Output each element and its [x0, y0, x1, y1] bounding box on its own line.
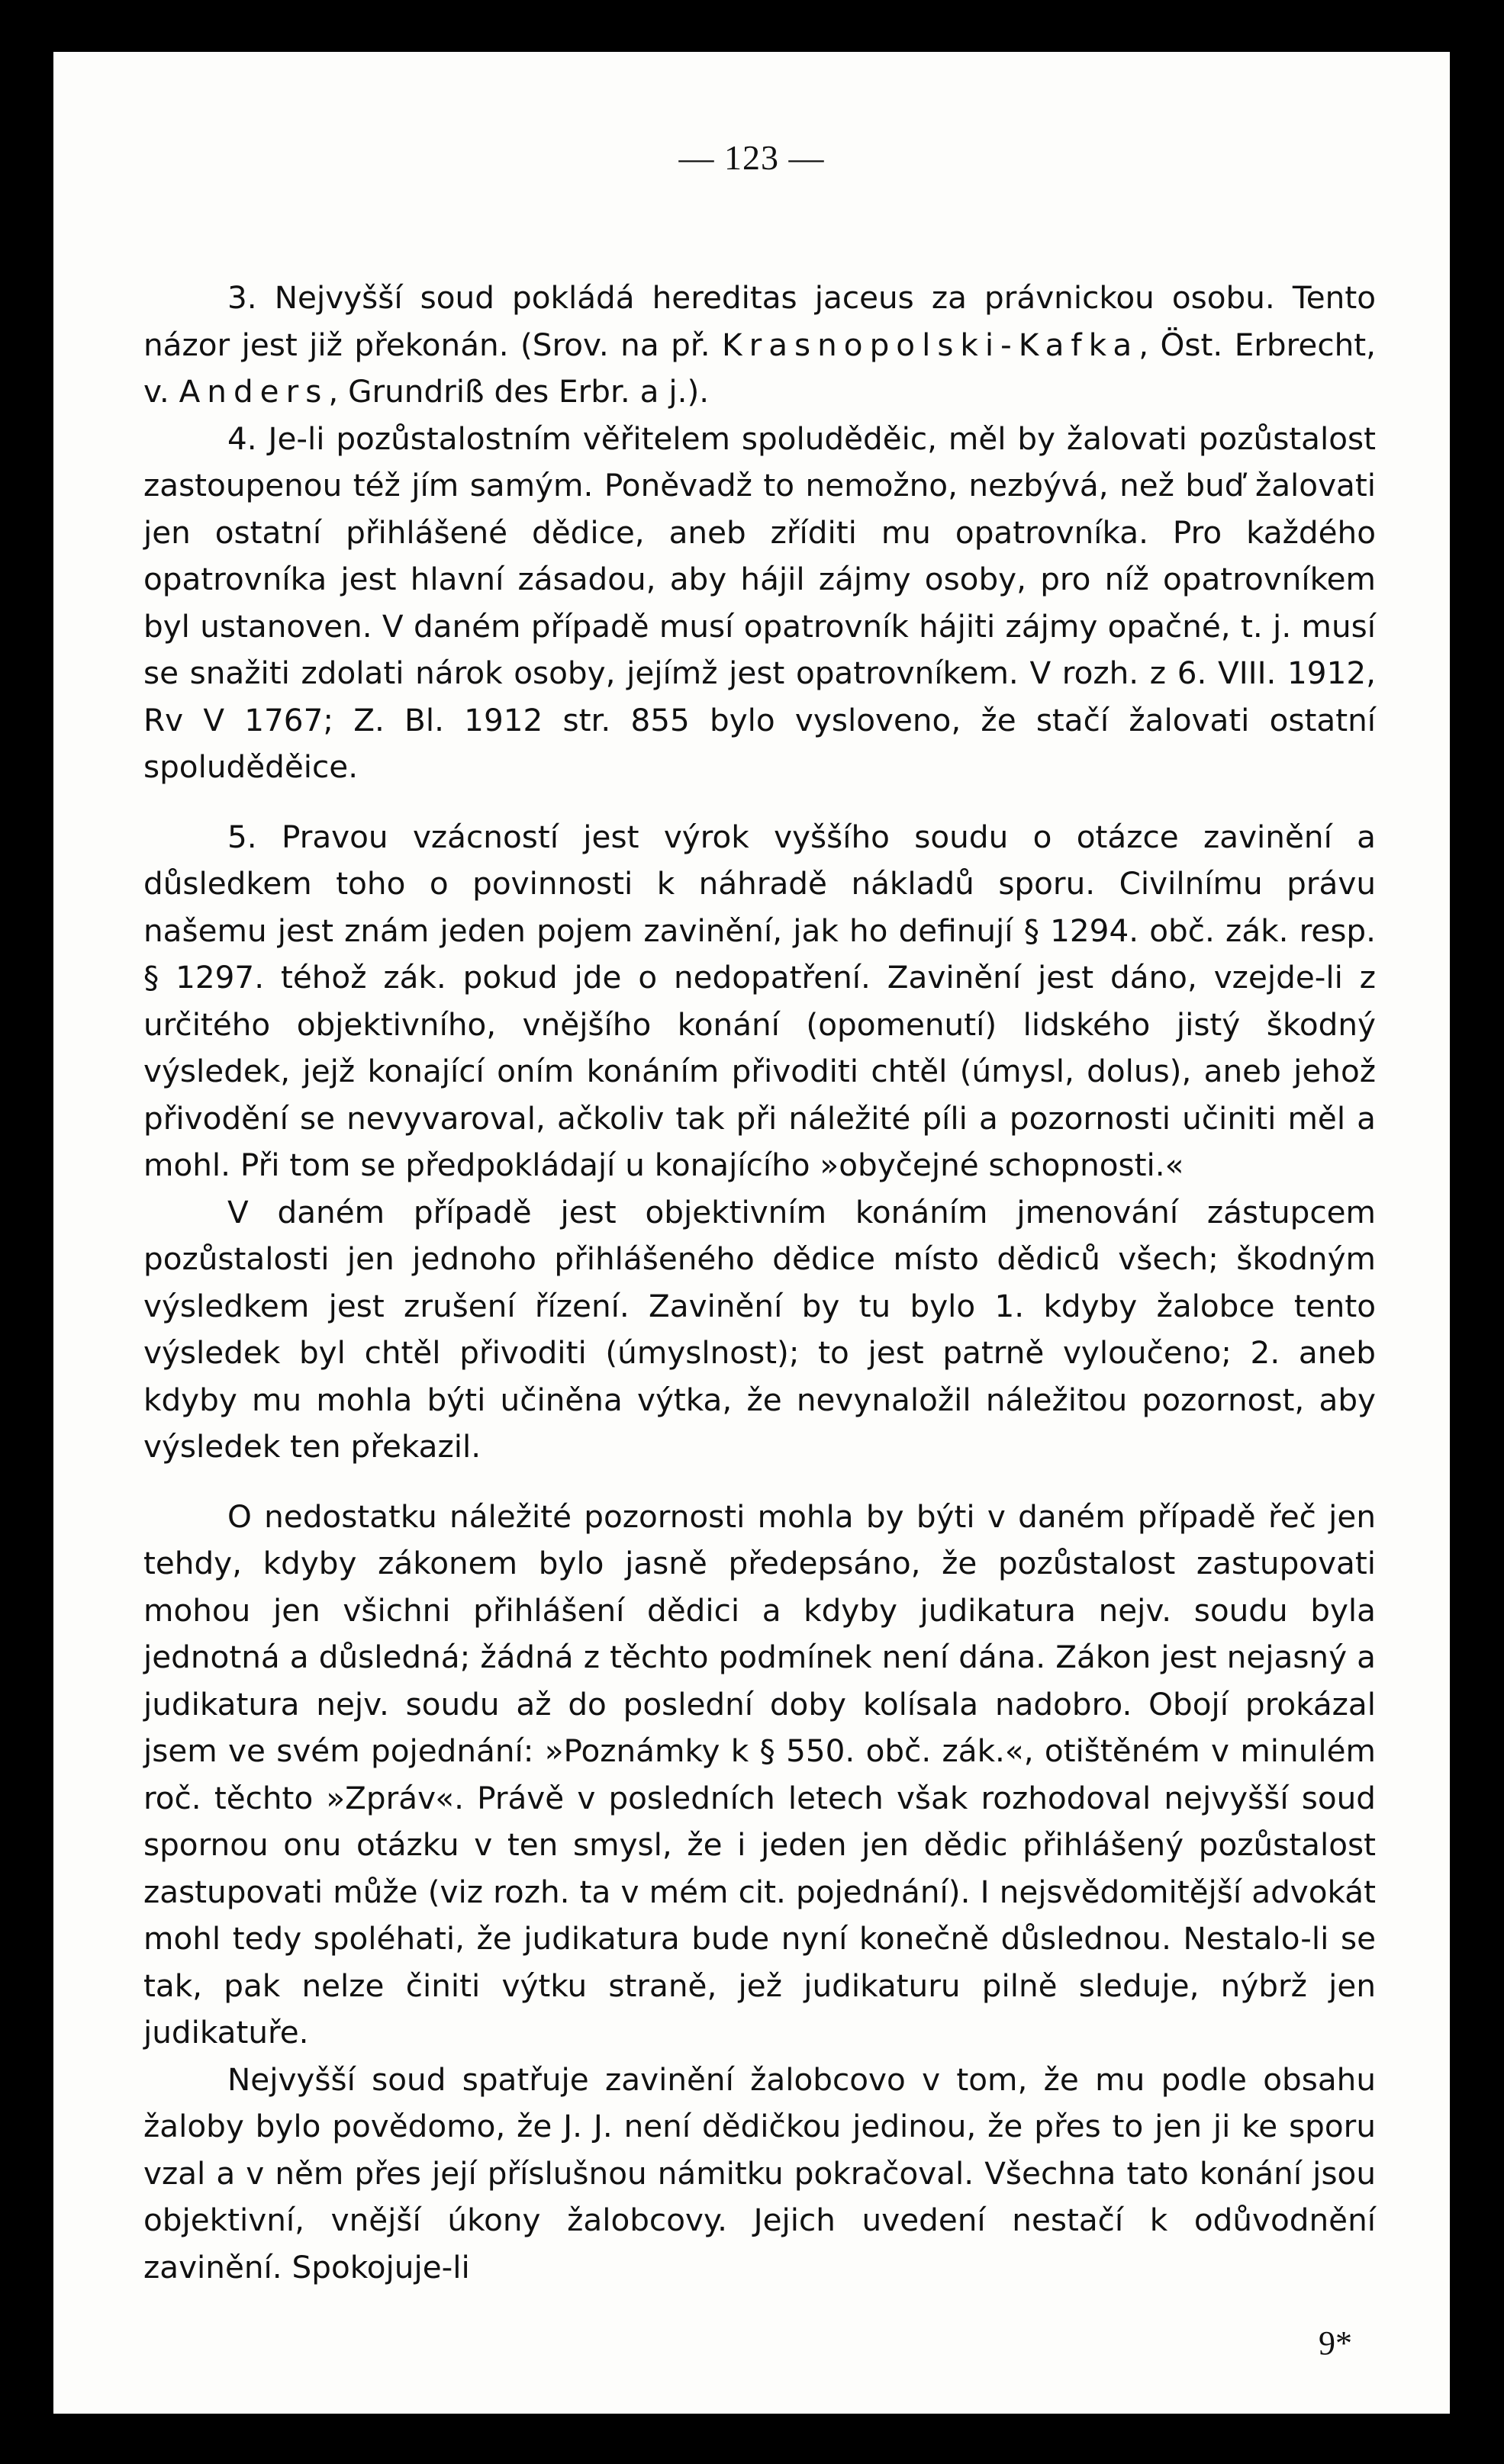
author-krasnopolski-kafka: Krasnopolski-Kafka [722, 326, 1139, 363]
paragraph-3 [143, 275, 1376, 416]
paragraph-8: Nejvyšší soud spatřuje zavinění žalobcovo v tom, že mu podle obsahu žaloby bylo povědomo, že J. J. není dědičkou jedinou, že přes to jen ji ke sporu vzal a v něm přes její příslušnou námitku pokračoval. Všechna tato konání jsou objektivní, vnější úkony žalobcovy. Jejich uvedení nestačí k odůvodnění zavinění. Spokojuje-li [143, 2060, 1376, 2285]
paragraph-7: O nedostatku náležité pozornosti mohla by býti v daném případě řeč jen tehdy, kdyby zákonem bylo jasně předepsáno, že pozůstalost zastupovati mohou jen všichni přihlášení dědici a kdyby judikatura nejv. soudu byla jednotná a důsledná; žádná z těchto podmínek není dána. Zákon jest nejasný a judikatura nejv. soudu až do poslední doby kolísala nadobro. Obojí prokázal jsem ve svém pojednání: »Poznámky k § 550. obč. zák.«, otištěném v minulém roč. těchto »Zpráv«. Právě v posledních letech však rozhodoval nejvyšší soud spornou onu otázku v ten smysl, že i jeden jen dědic přihlášený pozůstalost zastupovati může (viz rozh. ta v mém cit. pojednání). I nejsvědomitější advokát mohl tedy spoléhati, že judikatura bude nyní konečně důslednou. Nestalo-li se tak, pak nelze činiti výtku straně, jež judikaturu pilně sleduje, nýbrž jen judikatuře. [143, 1497, 1376, 2051]
author-anders: Anders [179, 373, 329, 410]
paragraph-6: V daném případě jest objektivním konáním jmenování zástupcem pozůstalosti jen jednoho přihlášeného dědice místo dědiců všech; škodným výsledkem jest zrušení řízení. Zavinění by tu bylo 1. kdyby žalobce tento výsledek byl chtěl přivoditi (úmyslnost); to jest patrně vyloučeno; 2. aneb kdyby mu mohla býti učiněna výtka, že nevynaložil náležitou pozornost, aby výsledek ten překazil. [143, 1193, 1376, 1465]
paragraph-5: 5. Pravou vzácností jest výrok vyššího soudu o otázce zavinění a důsledkem toho o povinnosti k náhradě nákladů sporu. Civilnímu právu našemu jest znám jeden pojem zavinění, jak ho definují § 1294. obč. zák. resp. § 1297. téhož zák. pokud jde o nedopatření. Zavinění jest dáno, vzejde-li z určitého objektivního, vnějšího konání (opomenutí) lidského jistý škodný výsledek, jejž konající oním konáním přivoditi chtěl (úmysl, dolus), aneb jehož přivodění se nevyvaroval, ačkoliv tak při náležité píli a pozornosti učiniti měl a mohl. Při tom se předpokládají u konajícího »obyčejné schopnosti.« [143, 818, 1376, 1183]
book-page [53, 52, 1450, 2414]
paragraph-4: 4. Je-li pozůstalostním věřitelem spoluděděic, měl by žalovati pozůstalost zastoupenou též jím samým. Poněvadž to nemožno, nezbývá, než buď žalovati jen ostatní přihlášené dědice, aneb zříditi mu opatrovníka. Pro každého opatrovníka jest hlavní zásadou, aby hájil zájmy osoby, pro níž opatrovníkem byl ustanoven. V daném případě musí opatrovník hájiti zájmy opačné, t. j. musí se snažiti zdolati nárok osoby, jejímž jest opatrovníkem. V rozh. z 6. VIII. 1912, Rv V 1767; Z. Bl. 1912 str. 855 bylo vysloveno, že stačí žalovati ostatní spoluděděice. [143, 420, 1376, 785]
page-number-header: — 123 — [678, 138, 825, 177]
paragraph-3-text-a: 3. Nejvyšší soud pokládá hereditas jaceus za právnickou osobu. Tento názor jest již překonán. (Srov. na př. [143, 279, 1376, 363]
paragraph-3-text-e: , Grundriß des Erbr. a j.). [328, 373, 710, 410]
paragraph-3-text-c: , Öst. Erbrecht, v. [143, 326, 1377, 410]
signature-mark: 9* [1319, 2324, 1352, 2362]
body-text [143, 275, 1376, 2291]
